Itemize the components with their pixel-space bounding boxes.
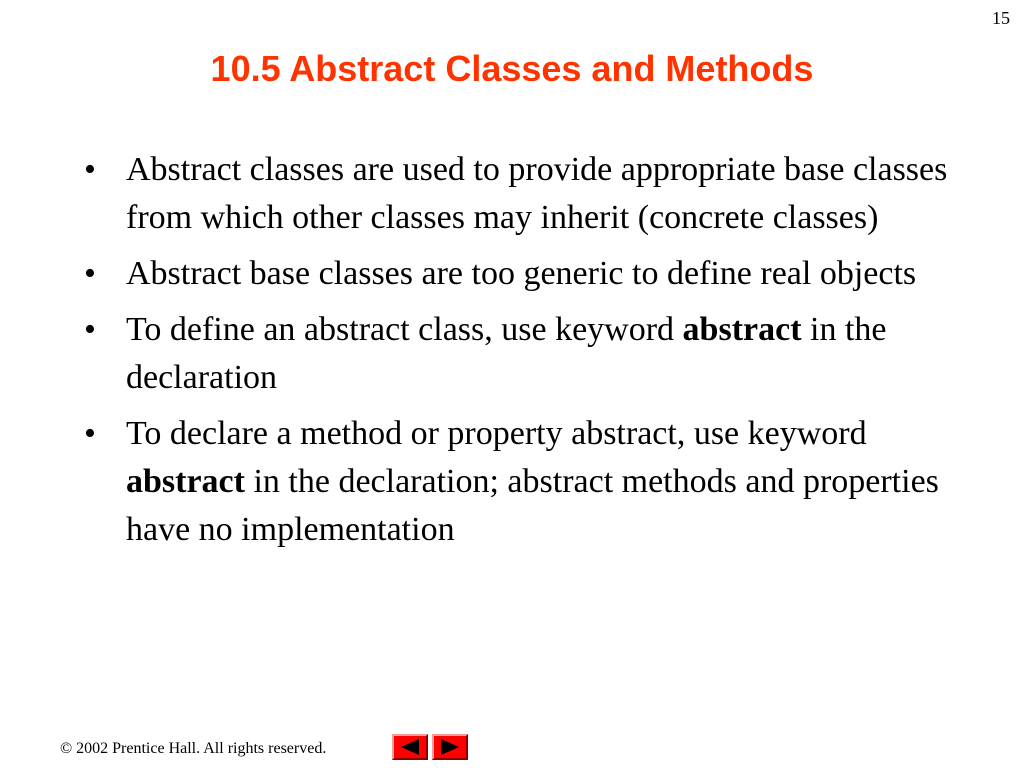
bullet-item xyxy=(84,250,954,298)
bullet-text-part: To declare a method or property abstract, use keyword xyxy=(126,415,867,452)
copyright-footer: © 2002 Prentice Hall. All rights reserved. xyxy=(60,740,327,757)
bullet-item xyxy=(84,146,954,242)
bullet-dot: • xyxy=(84,255,96,292)
bullet-text xyxy=(126,311,887,396)
keyword-abstract: abstract xyxy=(126,463,245,500)
bullet-dot: • xyxy=(84,151,96,188)
bullet-item xyxy=(84,306,954,402)
slide-title: 10.5 Abstract Classes and Methods xyxy=(210,48,814,89)
left-triangle-icon xyxy=(399,738,421,756)
bullet-text-part: Abstract classes are used to provide appropriate base classes from which other classes may inherit (concrete classes) xyxy=(126,151,948,236)
previous-slide-button[interactable] xyxy=(392,734,428,760)
bullet-text xyxy=(126,151,947,236)
right-triangle-icon xyxy=(439,738,461,756)
bullet-text-part: To define an abstract class, use keyword xyxy=(126,311,683,348)
bullet-text-part: in the declaration xyxy=(126,311,887,396)
bullet-text-part: in the declaration; abstract methods and properties have no implementation xyxy=(126,463,939,548)
bullet-text xyxy=(126,415,939,548)
bullet-dot: • xyxy=(84,415,96,452)
bullet-item xyxy=(84,410,954,554)
bullet-text-part: Abstract base classes are too generic to define real objects xyxy=(126,255,917,292)
bullet-dot: • xyxy=(84,311,96,348)
slide-navigation xyxy=(392,734,468,760)
keyword-abstract: abstract xyxy=(682,311,802,348)
next-slide-button[interactable] xyxy=(432,734,468,760)
page-number: 15 xyxy=(992,8,1010,28)
bullet-list xyxy=(84,146,954,562)
bullet-text xyxy=(126,255,916,292)
